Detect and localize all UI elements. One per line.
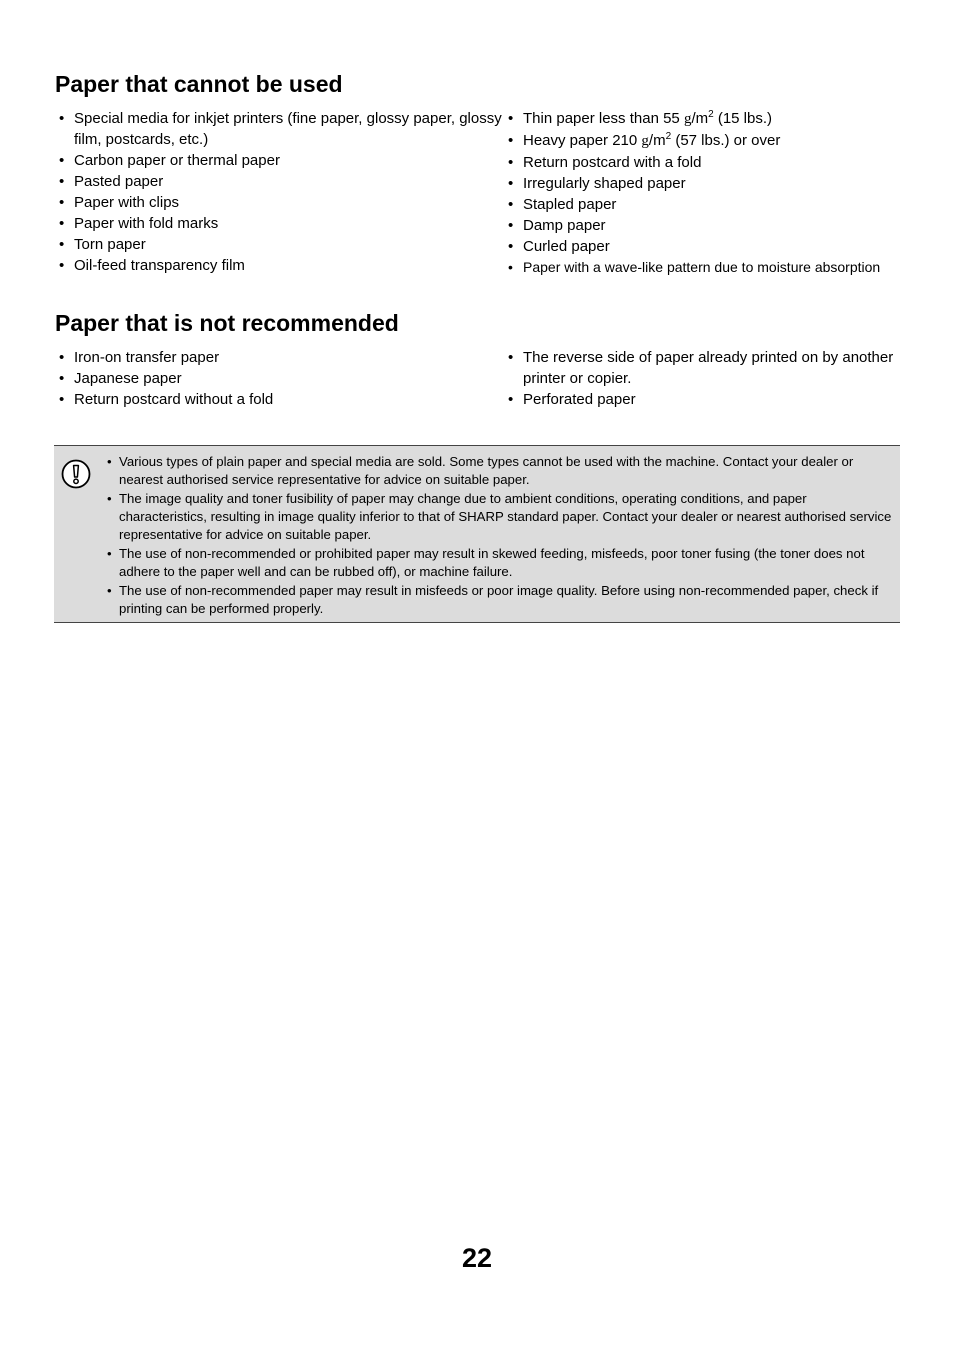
cannot-list-right [504,108,901,278]
list-item: • Paper with a wave-like pattern due to moisture absorption [508,257,901,278]
list-item: • Paper with fold marks [59,213,504,234]
list-item: • Return postcard with a fold [508,152,901,173]
not-recommended-list-right [504,347,901,410]
list-item: • Curled paper [508,236,901,257]
list-item: • Irregularly shaped paper [508,173,901,194]
list-item: • Torn paper [59,234,504,255]
note-list [107,453,895,619]
note-item: • The use of non-recommended paper may result in misfeeds or poor image quality. Before using non-recommended paper, check if printing can be performed properly. [107,582,895,618]
section-title: Paper that is not recommended [55,310,399,336]
note-item: • Various types of plain paper and special media are sold. Some types cannot be used with the machine. Contact your dealer or nearest authorised service representative for advice on suitable paper. [107,453,895,489]
cannot-list-left [55,108,504,278]
list-item: • Oil-feed transparency film [59,255,504,276]
section-paper-not-recommended [55,309,901,410]
section-paper-cannot-be-used [55,70,901,278]
list-item: • Perforated paper [508,389,901,410]
list-item: • Carbon paper or thermal paper [59,150,504,171]
list-item: • Stapled paper [508,194,901,215]
list-item: • Japanese paper [59,368,504,389]
caution-note-box [54,445,900,623]
caution-icon [61,459,91,489]
list-item: • Paper with clips [59,192,504,213]
note-item: • The image quality and toner fusibility of paper may change due to ambient conditions, operating conditions, and paper characteristics, resulting in image quality inferior to that of SHARP standard paper. Contact your dealer or nearest authorised service representative for advice on suitable paper. [107,490,895,544]
list-item: • The reverse side of paper already printed on by another printer or copier. [508,347,901,389]
list-item: • Iron-on transfer paper [59,347,504,368]
list-item: • Pasted paper [59,171,504,192]
section-title: Paper that cannot be used [55,71,343,97]
list-item: • Return postcard without a fold [59,389,504,410]
list-item-heavy-paper: • Heavy paper 210 $g/m^2$ (57 lbs.) or over [508,130,901,152]
list-item-thin-paper: • Thin paper less than 55 $g/m^2$ (15 lbs.) [508,108,901,130]
list-item: • Damp paper [508,215,901,236]
note-item: • The use of non-recommended or prohibited paper may result in skewed feeding, misfeeds, poor toner fusing (the toner does not adhere to the paper well and can be rubbed off), or machine failure. [107,545,895,581]
list-item: • Special media for inkjet printers (fine paper, glossy paper, glossy film, postcards, etc.) [59,108,504,150]
not-recommended-list-left [55,347,504,410]
page-number: 22 [461,1243,493,1273]
